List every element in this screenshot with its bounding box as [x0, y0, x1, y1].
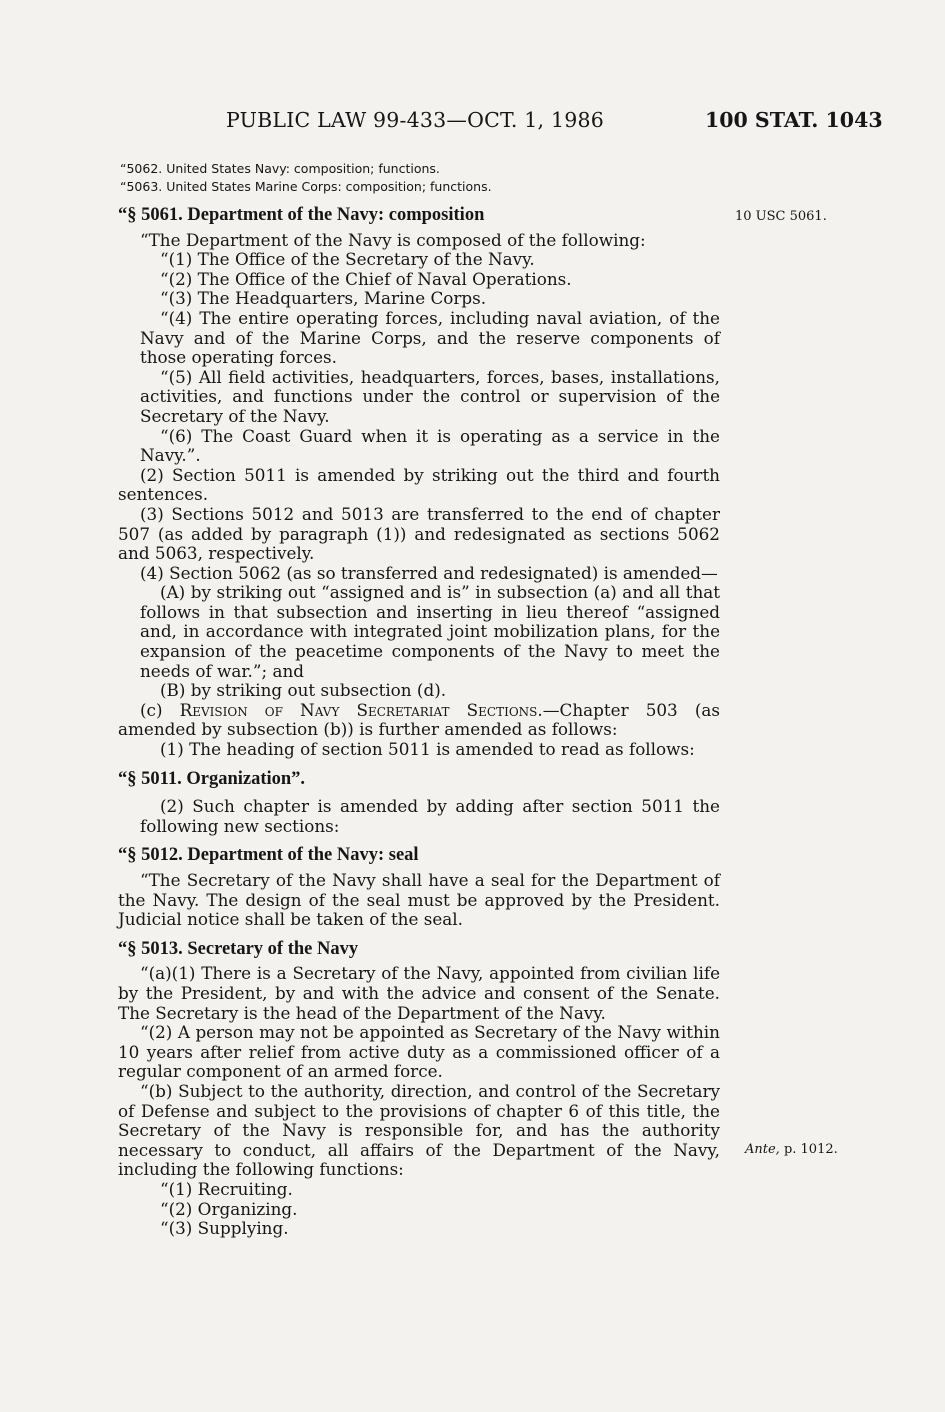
section-heading-5061: “§ 5061. Department of the Navy: composition: [118, 205, 485, 225]
running-title: PUBLIC LAW 99-433—OCT. 1, 1986: [226, 108, 604, 132]
page-header: [0, 108, 945, 142]
sec5013-b: “(b) Subject to the authority, direction, and control of the Secretary of Defense and subject to the provisions of chapter 6 of this title, the Secretary of the Navy is responsible for, and has the authority necessary to conduct, all affairs of the Department of the Navy, including the following functions:: [118, 1080, 720, 1180]
sec5013-item-2: “(2) Organizing.: [160, 1198, 298, 1219]
margin-note-usc: 10 USC 5061.: [735, 209, 827, 224]
amend-paragraph-4: (4) Section 5062 (as so transferred and redesignated) is amended—: [140, 562, 718, 583]
subsection-c-paragraph-1: (1) The heading of section 5011 is amended to read as follows:: [160, 739, 695, 760]
ante-label: Ante,: [745, 1142, 780, 1157]
section-heading-5011: “§ 5011. Organization”.: [118, 768, 306, 789]
subsection-c-prefix: (c): [140, 699, 180, 720]
subsection-c-text: —Chapter 503 (as amended by subsection (b)) is further amended as follows:: [118, 699, 720, 740]
sec5061-item-1: “(1) The Office of the Secretary of the Navy.: [160, 249, 535, 270]
sec5012-text: “The Secretary of the Navy shall have a seal for the Department of the Navy. The design of the seal must be approved by the President. Judicial notice shall be taken of the seal.: [118, 870, 720, 930]
sec5061-item-6: “(6) The Coast Guard when it is operating as a service in the Navy.”.: [140, 425, 720, 466]
toc-entry-5062: “5062. United States Navy: composition; functions.: [120, 161, 440, 176]
amend-subparagraph-b: (B) by striking out subsection (d).: [160, 680, 447, 701]
sec5061-item-4: “(4) The entire operating forces, including naval aviation, of the Navy and of the Marine Corps, and the reserve components of those operating forces.: [140, 307, 720, 368]
sec5013-a2: “(2) A person may not be appointed as Secretary of the Navy within 10 years after relief from active duty as a commissioned officer of a regular component of an armed force.: [118, 1022, 720, 1082]
sec5013-item-1: “(1) Recruiting.: [160, 1178, 293, 1199]
toc-entry-5063: “5063. United States Marine Corps: composition; functions.: [120, 179, 492, 194]
sec5013-item-3: “(3) Supplying.: [160, 1218, 289, 1239]
ante-page: p. 1012.: [783, 1142, 838, 1157]
sec5061-item-5: “(5) All field activities, headquarters, forces, bases, installations, activities, and functions under the control or supervision of the Secretary of the Navy.: [140, 366, 720, 426]
body-text: [118, 206, 720, 1239]
section-heading-5013: “§ 5013. Secretary of the Navy: [118, 938, 359, 959]
amend2-paragraph-2: (2) Such chapter is amended by adding after section 5011 the following new sections:: [140, 796, 720, 836]
amend-paragraph-3: (3) Sections 5012 and 5013 are transferred to the end of chapter 507 (as added by paragraph (1)) and redesignated as sections 5062 and 5063, respectively.: [118, 503, 720, 564]
sec5061-intro: “The Department of the Navy is composed of the following:: [140, 229, 646, 250]
sec5061-item-3: “(3) The Headquarters, Marine Corps.: [160, 288, 487, 309]
subsection-c-title: Revision of Navy Secretariat Sections.: [179, 699, 543, 720]
section-list: [120, 160, 492, 196]
subsection-c: [118, 701, 720, 740]
sec5061-item-2: “(2) The Office of the Chief of Naval Operations.: [160, 268, 572, 289]
stat-citation: 100 STAT. 1043: [705, 108, 883, 132]
margin-note-ante: [745, 1142, 838, 1157]
sec5013-a1: “(a)(1) There is a Secretary of the Navy, appointed from civilian life by the President, by and with the advice and consent of the Senate. The Secretary is the head of the Department of the Navy.: [118, 963, 720, 1023]
amend-subparagraph-a: (A) by striking out “assigned and is” in subsection (a) and all that follows in that subsection and inserting in lieu thereof “assigned and, in accordance with integrated joint mobilization plans, for the expansion of the peacetime components of the Navy to meet the needs of war.”; and: [140, 582, 720, 681]
amend-paragraph-2: (2) Section 5011 is amended by striking out the third and fourth sentences.: [118, 464, 720, 505]
section-heading-5012: “§ 5012. Department of the Navy: seal: [118, 845, 419, 866]
